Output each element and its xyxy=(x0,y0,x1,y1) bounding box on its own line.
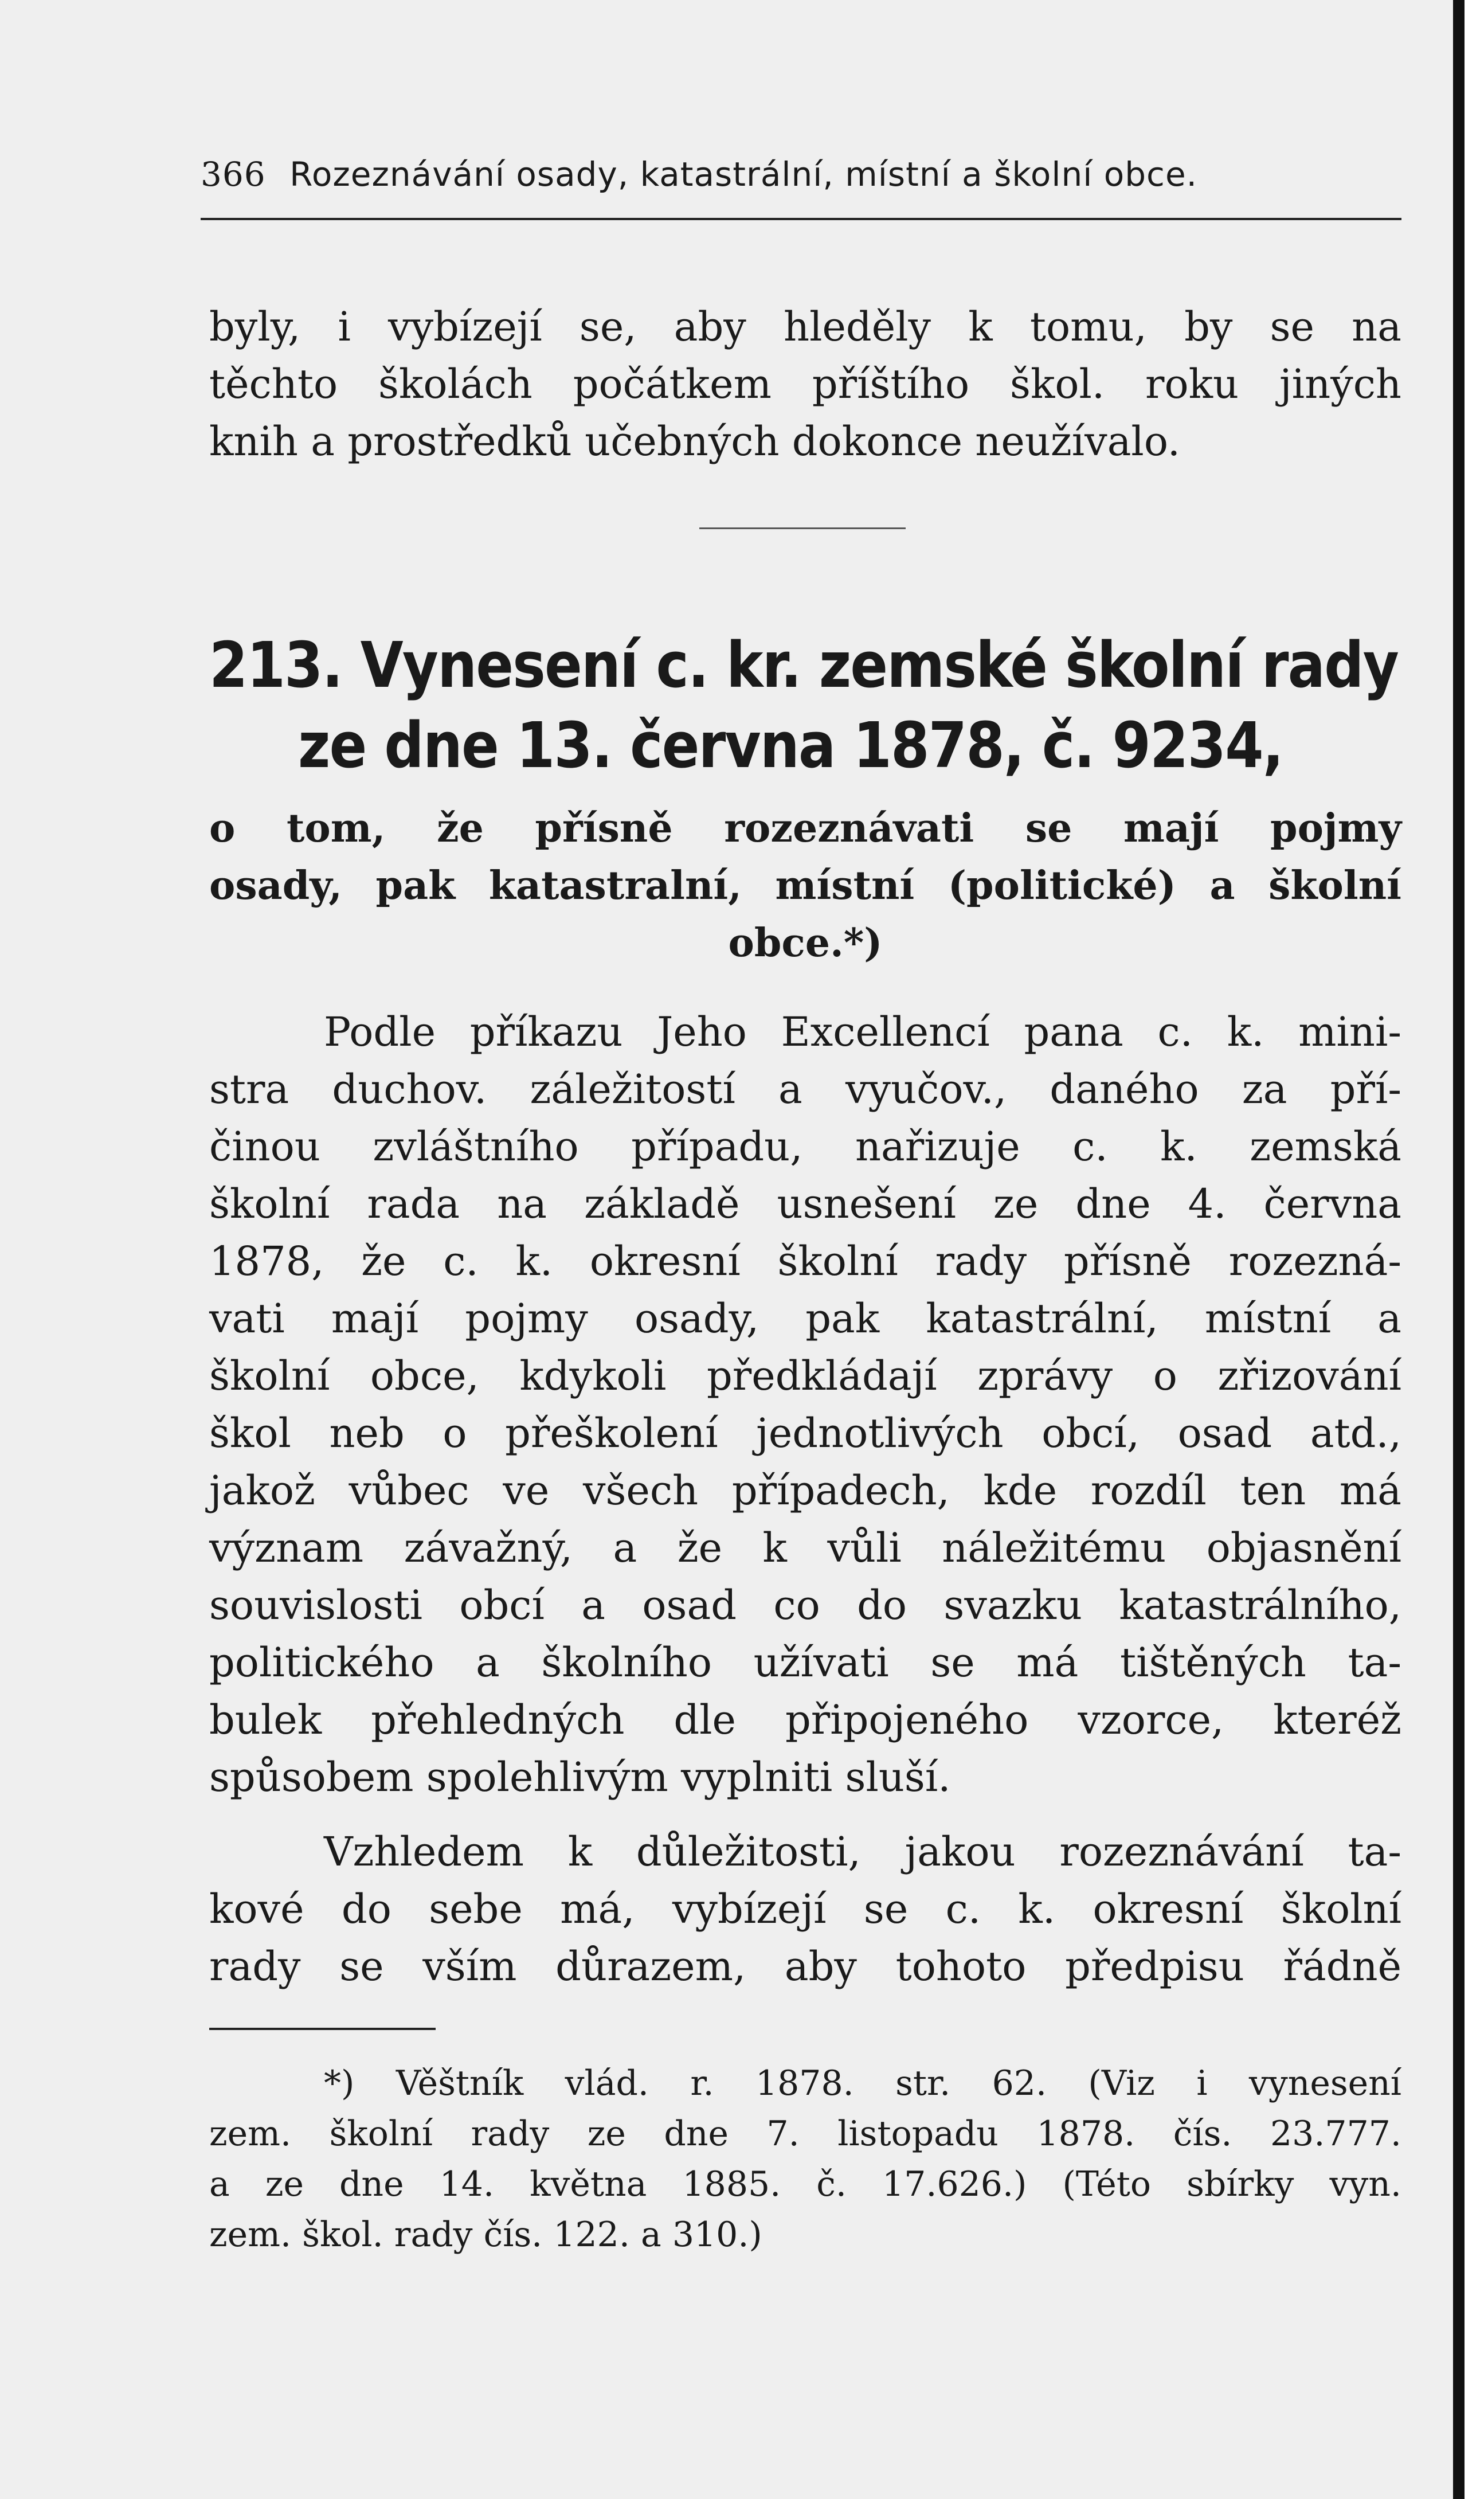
section-divider xyxy=(699,527,906,529)
section-title-line-1: 213. Vynesení c. kr. zemské školní rady xyxy=(209,628,1399,702)
footnote-line: zem. škol. rady čís. 122. a 310.) xyxy=(209,2215,762,2255)
text-line: vati mají pojmy osady, pak katastrální, místní a xyxy=(209,1295,1401,1342)
header-rule xyxy=(201,218,1401,220)
text-line: činou zvláštního případu, nařizuje c. k. zemská xyxy=(209,1123,1401,1170)
text-line: Podle příkazu Jeho Excellencí pana c. k. mini- xyxy=(324,1008,1401,1055)
footnote xyxy=(209,2058,1401,2260)
text-line: Vzhledem k důležitosti, jakou rozeznávání ta- xyxy=(324,1828,1401,1875)
body-paragraph-1 xyxy=(209,1003,1401,1806)
subtitle-line: o tom, že přísně rozeznávati se mají pojmy xyxy=(209,805,1401,851)
text-line: škol neb o přeškolení jednotlivých obcí, osad atd., xyxy=(209,1410,1401,1457)
subtitle-line: obce.*) xyxy=(728,920,883,966)
text-line: kové do sebe má, vybízejí se c. k. okresní školní xyxy=(209,1886,1401,1933)
section-title-line-2: ze dne 13. června 1878, č. 9234, xyxy=(298,709,1283,782)
text-line: rady se vším důrazem, aby tohoto předpisu řádně xyxy=(209,1943,1401,1990)
scan-margin xyxy=(1465,0,1484,2499)
text-line: stra duchov. záležitostí a vyučov., daného za pří- xyxy=(209,1066,1401,1113)
section-subtitle xyxy=(209,800,1401,972)
footnote-line: zem. školní rady ze dne 7. listopadu 1878. čís. 23.777. xyxy=(209,2114,1401,2154)
text-line: knih a prostředků učebných dokonce neužívalo. xyxy=(209,418,1180,465)
text-line: bulek přehledných dle připojeného vzorce, kteréž xyxy=(209,1696,1401,1743)
text-line: spůsobem spolehlivým vyplniti sluší. xyxy=(209,1754,951,1801)
text-line: těchto školách počátkem příštího škol. roku jiných xyxy=(209,361,1401,408)
running-header xyxy=(201,155,1370,206)
text-line: souvislosti obcí a osad co do svazku katastrálního, xyxy=(209,1582,1401,1629)
footnote-line: *) Věštník vlád. r. 1878. str. 62. (Viz i vynesení xyxy=(324,2063,1401,2103)
text-line: školní rada na základě usnešení ze dne 4. června xyxy=(209,1180,1401,1227)
text-line: jakož vůbec ve všech případech, kde rozdíl ten má xyxy=(209,1467,1401,1514)
page-number: 366 xyxy=(201,155,266,194)
text-line: školní obce, kdykoli předkládají zprávy o zřizování xyxy=(209,1352,1401,1399)
text-line: význam závažný, a že k vůli náležitému objasnění xyxy=(209,1524,1401,1571)
text-line: 1878, že c. k. okresní školní rady přísně rozezná- xyxy=(209,1238,1401,1285)
subtitle-line: osady, pak katastralní, místní (politické) a školní xyxy=(209,863,1401,909)
text-line: politického a školního užívati se má tištěných ta- xyxy=(209,1639,1401,1686)
page-edge-shadow xyxy=(1453,0,1465,2499)
body-paragraph-2 xyxy=(209,1823,1401,1995)
running-title: Rozeznávání osady, katastrální, místní a školní obce. xyxy=(289,155,1198,194)
text-line: byly, i vybízejí se, aby hleděly k tomu, by se na xyxy=(209,303,1401,350)
footnote-line: a ze dne 14. května 1885. č. 17.626.) (Této sbírky vyn. xyxy=(209,2164,1401,2204)
footnote-rule xyxy=(209,2028,436,2030)
intro-paragraph xyxy=(209,298,1401,470)
